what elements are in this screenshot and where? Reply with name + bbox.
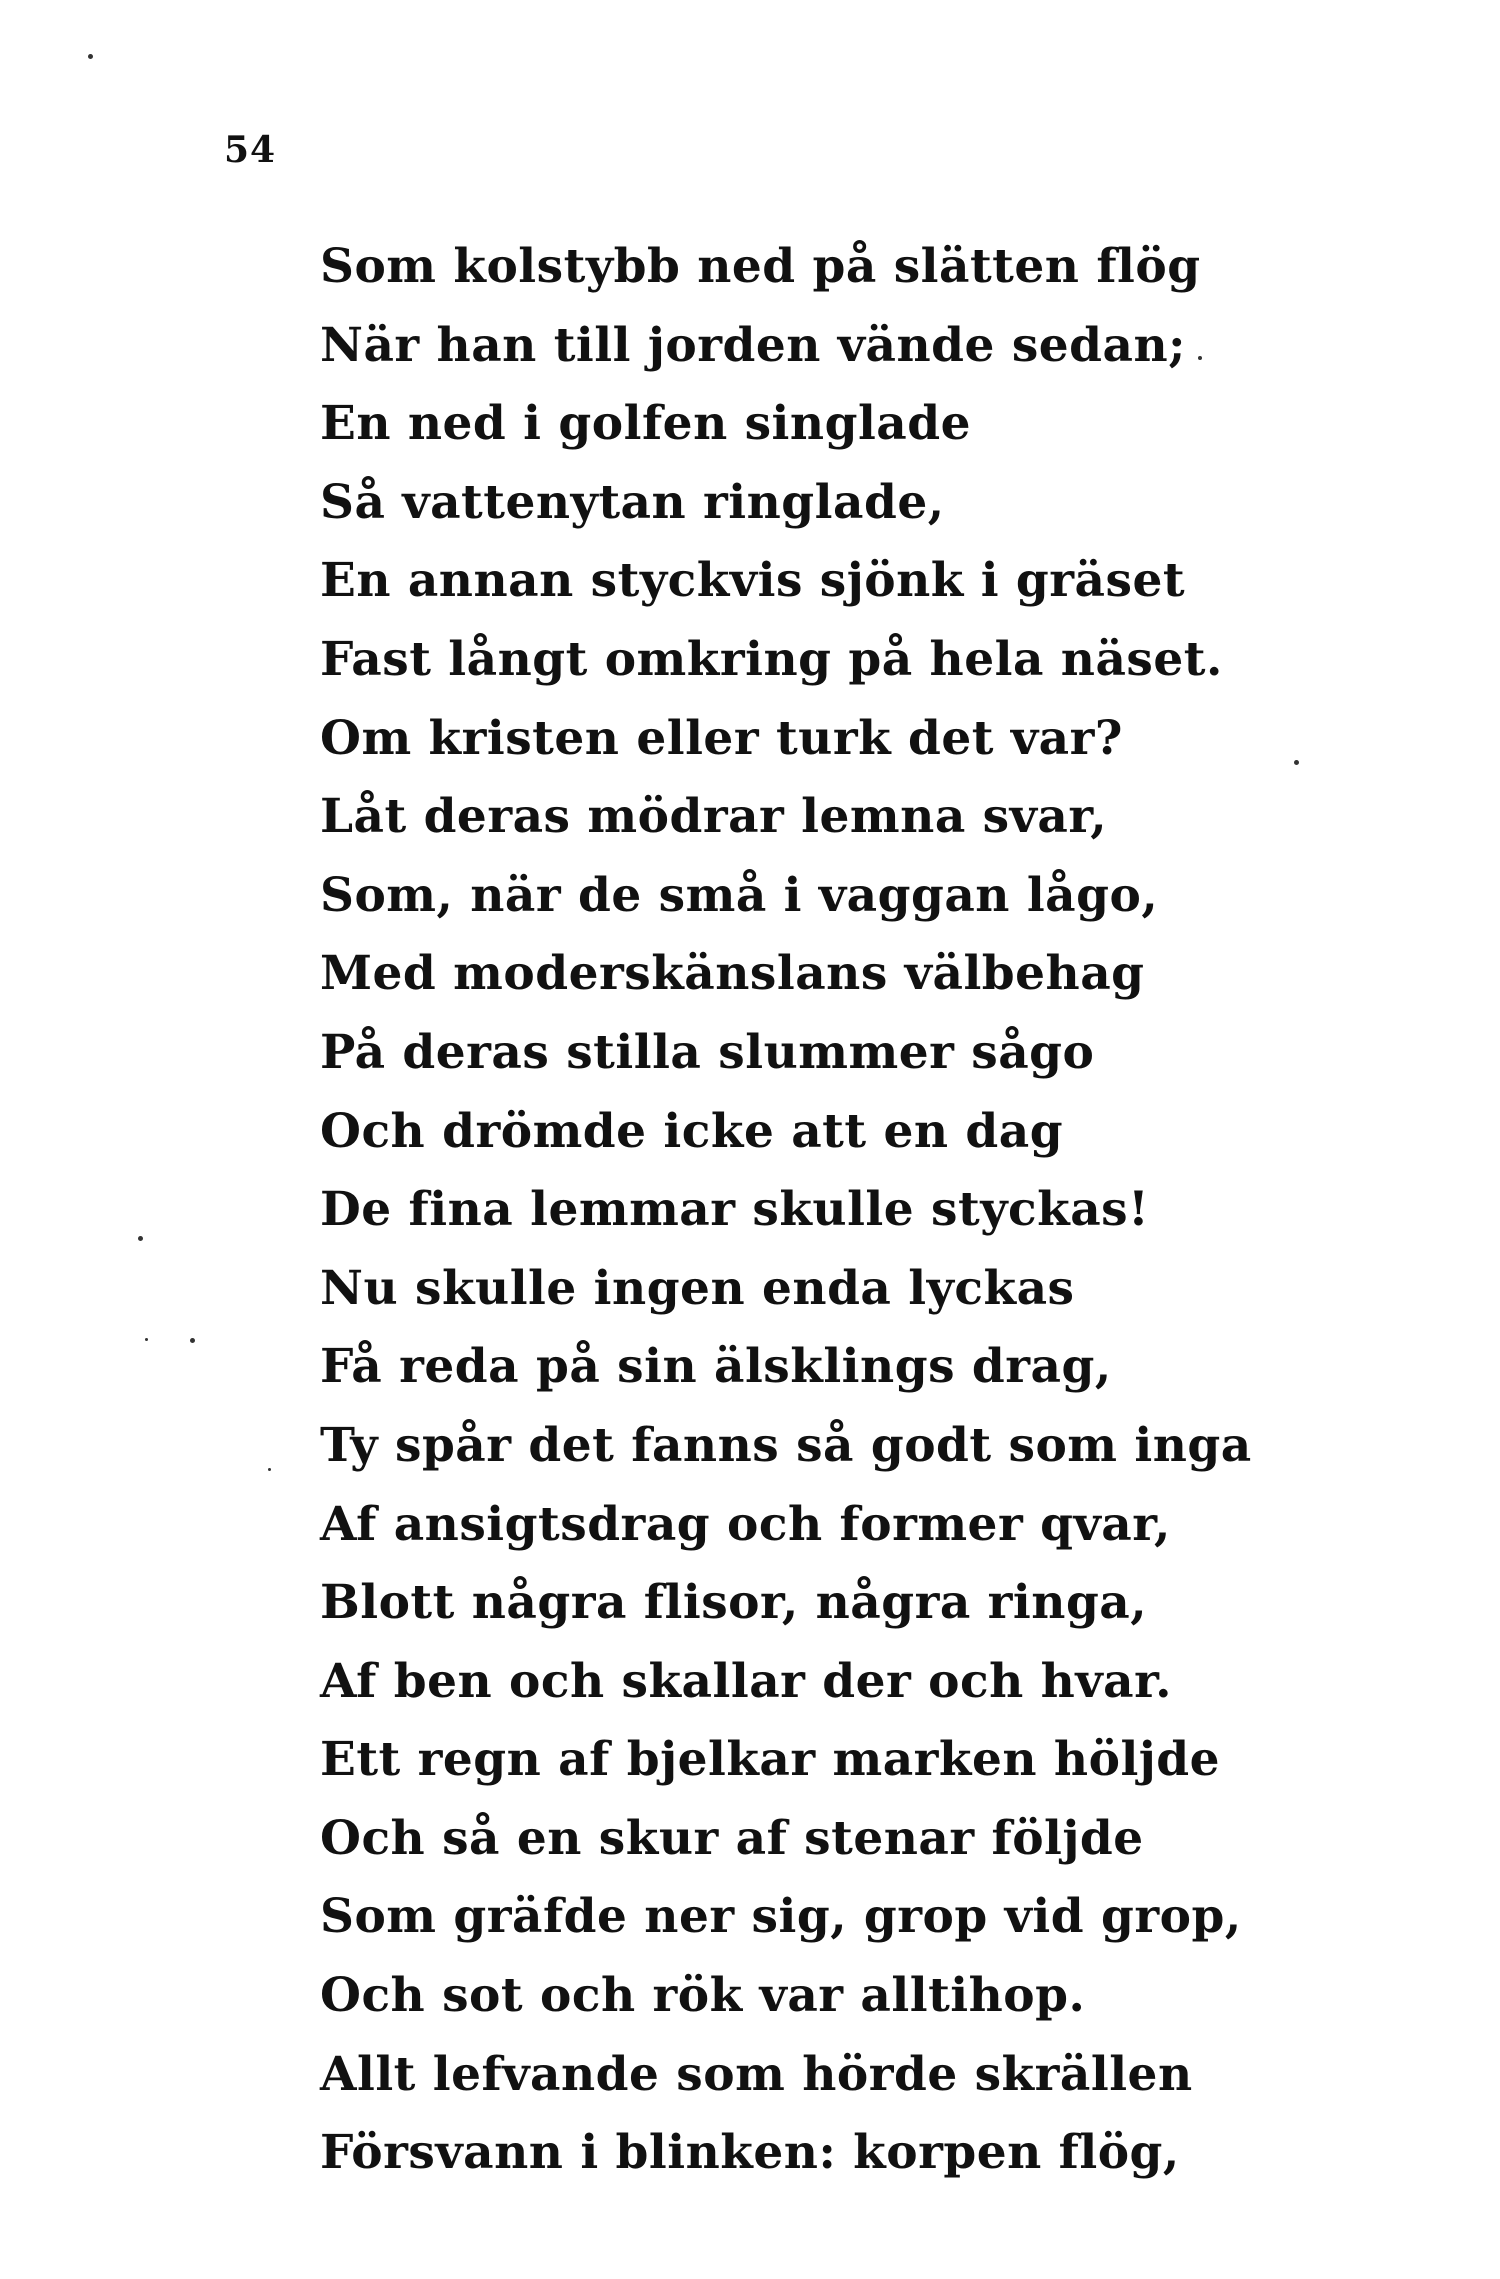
verse-line: Försvann i blinken: korpen flög, (320, 2125, 1180, 2181)
verse-line: Ty spår det fanns så godt som inga (320, 1417, 1252, 1473)
scan-speck (1198, 356, 1202, 360)
scan-speck (145, 1338, 148, 1341)
verse-line: På deras stilla slummer sågo (320, 1024, 1095, 1080)
scan-speck (1294, 760, 1299, 765)
scan-speck (190, 1338, 195, 1343)
verse-line: De fina lemmar skulle styckas! (320, 1182, 1150, 1238)
scan-speck (268, 1468, 271, 1471)
scan-speck (88, 54, 93, 59)
verse-line: Af ben och skallar der och hvar. (320, 1653, 1172, 1709)
verse-line: Som, när de små i vaggan lågo, (320, 867, 1159, 923)
verse-line: En ned i golfen singlade (320, 396, 972, 452)
verse-line: Som kolstybb ned på slätten flög (320, 239, 1201, 294)
verse-line: När han till jorden vände sedan; (320, 317, 1187, 373)
verse-line: Allt lefvande som hörde skrällen (320, 2046, 1193, 2102)
verse-line: Fast långt omkring på hela näset. (320, 631, 1223, 687)
verse-line: Blott några flisor, några ringa, (320, 1575, 1148, 1631)
verse-line: Om kristen eller turk det var? (320, 710, 1123, 766)
verse-line: Med moderskänslans välbehag (320, 946, 1145, 1002)
verse-line: Så vattenytan ringlade, (320, 474, 945, 530)
verse-line: Som gräfde ner sig, grop vid grop, (320, 1889, 1242, 1945)
verse-line: Af ansigtsdrag och former qvar, (320, 1496, 1171, 1552)
verse-line: Och drömde icke att en dag (320, 1103, 1064, 1159)
verse-line: Få reda på sin älsklings drag, (320, 1339, 1112, 1395)
verse-line: Låt deras mödrar lemna svar, (320, 789, 1108, 845)
verse-line: Nu skulle ingen enda lyckas (320, 1260, 1075, 1316)
verse-line: Ett regn af bjelkar marken höljde (320, 1732, 1221, 1788)
scan-speck (138, 1236, 143, 1241)
page-number: 54 (224, 129, 277, 171)
verse-line: Och så en skur af stenar följde (320, 1810, 1144, 1866)
poem-text (320, 228, 1420, 2193)
verse-line: En annan styckvis sjönk i gräset (320, 553, 1186, 609)
verse-line: Och sot och rök var alltihop. (320, 1968, 1086, 2024)
